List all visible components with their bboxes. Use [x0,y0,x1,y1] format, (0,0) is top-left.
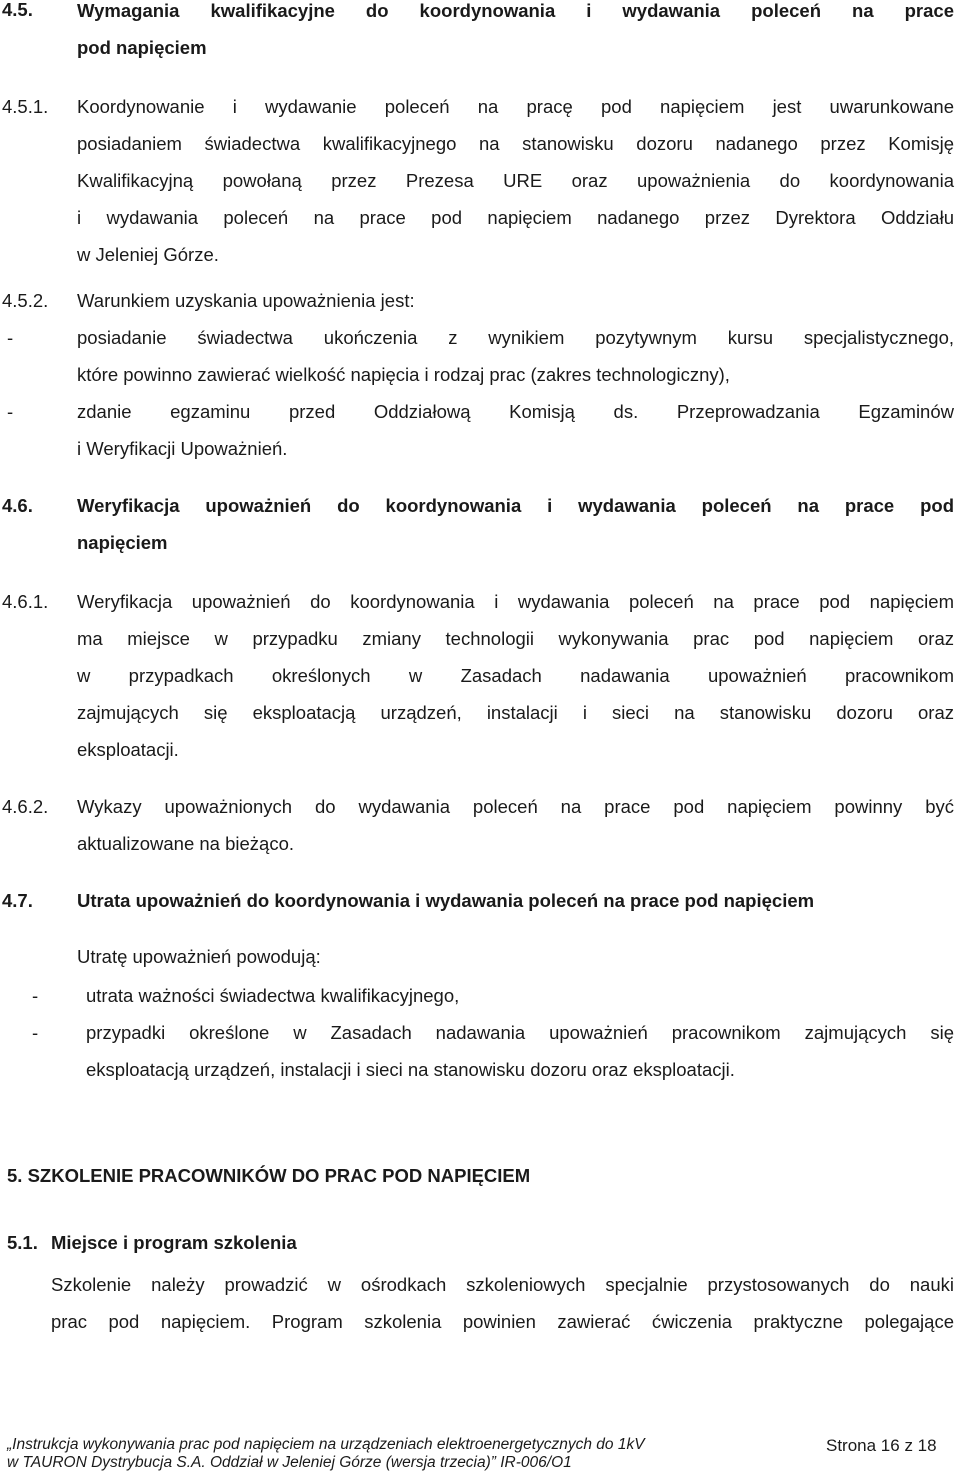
list-dash: - [32,1022,39,1043]
paragraph [77,583,954,768]
heading-line: pod napięciem [77,37,207,58]
list-item [86,1014,954,1088]
section-heading: Utrata upoważnień do koordynowania i wydawania poleceń na prace pod napięciem [77,890,815,911]
paragraph-line: w Jeleniej Górze. [77,244,219,265]
list-dash: - [32,985,39,1006]
paragraph-line: Kwalifikacyjną powołaną przez Prezesa URE oraz upoważnienia do koordynowania [77,170,954,191]
paragraph-line: aktualizowane na bieżąco. [77,833,295,854]
footer-line: „Instrukcja wykonywania prac pod napięciem na urządzeniach elektroenergetycznych do 1kV [7,1436,645,1453]
list-item [77,319,954,393]
paragraph-line: eksploatacji. [77,739,179,760]
list-item-line: posiadanie świadectwa ukończenia z wynikiem pozytywnym kursu specjalistycznego, [77,327,954,348]
chapter-heading: 5. SZKOLENIE PRACOWNIKÓW DO PRAC POD NAPIĘCIEM [7,1165,531,1186]
footer-line: w TAURON Dystrybucja S.A. Oddział w Jeleniej Górze (wersja trzecia)” IR-006/O1 [7,1454,572,1471]
paragraph-line: Utratę upoważnień powodują: [77,946,321,967]
section-number: 5.1. [7,1232,38,1253]
list-item [77,393,954,467]
section-heading [77,0,954,66]
heading-line: Wymagania kwalifikacyjne do koordynowania i wydawania poleceń na prace [77,0,954,21]
heading-line: napięciem [77,532,168,553]
list-item-line: utrata ważności świadectwa kwalifikacyjnego, [86,985,460,1006]
paragraph-line: prac pod napięciem. Program szkolenia powinien zawierać ćwiczenia praktyczne polegające [51,1311,954,1332]
paragraph-line: zajmujących się eksploatacją urządzeń, instalacji i sieci na stanowisku dozoru oraz [77,702,954,723]
footer-title [7,1436,645,1472]
paragraph [51,1266,954,1340]
paragraph-number: 4.6.2. [2,796,49,817]
paragraph-line: Wykazy upoważnionych do wydawania poleceń na prace pod napięciem powinny być [77,796,954,817]
list-item-line: które powinno zawierać wielkość napięcia i rodzaj prac (zakres technologiczny), [77,364,730,385]
paragraph-line: Koordynowanie i wydawanie poleceń na pracę pod napięciem jest uwarunkowane [77,96,954,117]
paragraph [77,88,954,273]
section-number: 4.6. [2,495,33,516]
list-dash: - [7,401,14,422]
paragraph [77,788,954,862]
paragraph-number: 4.5.2. [2,290,49,311]
paragraph-line: Warunkiem uzyskania upoważnienia jest: [77,290,415,311]
list-item-line: eksploatacją urządzeń, instalacji i sieci na stanowisku dozoru oraz eksploatacji. [86,1059,735,1080]
list-item-line: przypadki określone w Zasadach nadawania upoważnień pracownikom zajmujących się [86,1022,954,1043]
heading-line: Weryfikacja upoważnień do koordynowania i wydawania poleceń na prace pod [77,495,954,516]
section-number: 4.5. [2,0,33,20]
page-number: Strona 16 z 18 [826,1436,937,1455]
list-item-line: i Weryfikacji Upoważnień. [77,438,288,459]
paragraph-line: Szkolenie należy prowadzić w ośrodkach szkoleniowych specjalnie przystosowanych do nauki [51,1274,954,1295]
paragraph-line: w przypadkach określonych w Zasadach nadawania upoważnień pracownikom [77,665,954,686]
list-dash: - [7,327,14,348]
section-number: 4.7. [2,890,33,911]
list-item-line: zdanie egzaminu przed Oddziałową Komisją ds. Przeprowadzania Egzaminów [77,401,954,422]
list-item [86,977,954,1014]
paragraph-line: i wydawania poleceń na prace pod napięciem nadanego przez Dyrektora Oddziału [77,207,954,228]
paragraph-line: posiadaniem świadectwa kwalifikacyjnego na stanowisku dozoru nadanego przez Komisję [77,133,954,154]
paragraph [77,282,954,319]
paragraph-line: Weryfikacja upoważnień do koordynowania i wydawania poleceń na prace pod napięciem [77,591,954,612]
paragraph-number: 4.6.1. [2,591,49,612]
paragraph-line: ma miejsce w przypadku zmiany technologii wykonywania prac pod napięciem oraz [77,628,954,649]
section-heading [77,487,954,561]
paragraph-number: 4.5.1. [2,96,49,117]
section-heading: Miejsce i program szkolenia [51,1232,297,1253]
